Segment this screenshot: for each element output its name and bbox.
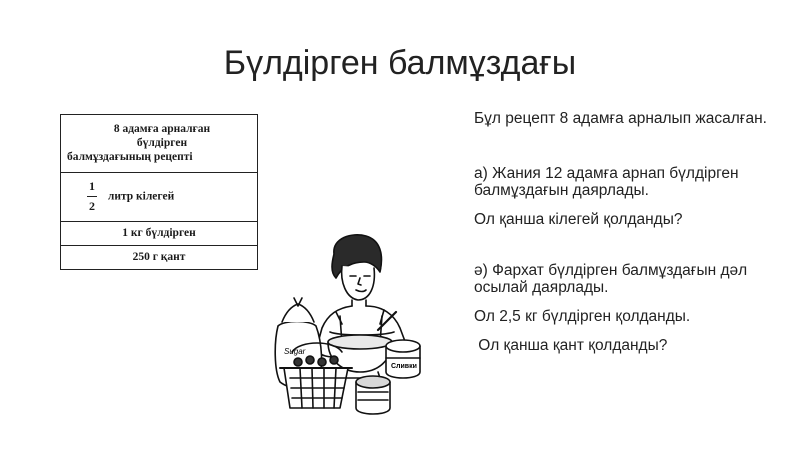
recipe-heading-line2: бүлдірген <box>136 137 188 150</box>
recipe-heading-line3: балмұздағының рецепті <box>67 151 193 164</box>
fraction-bar <box>87 196 97 197</box>
recipe-strawberry-cell: 1 кг бүлдірген <box>61 221 258 245</box>
recipe-table <box>60 114 258 270</box>
recipe-heading-line1: 8 адамға арналған <box>113 123 211 136</box>
fraction-numerator: 1 <box>89 179 95 194</box>
problem-question-a: Ол қанша кілегей қолданды? <box>474 211 683 228</box>
tin-label: Сливки <box>391 363 417 370</box>
cooking-girl-illustration <box>270 232 470 432</box>
problem-part-b-detail: Ол 2,5 кг бүлдірген қолданды. <box>474 308 691 325</box>
fraction-denominator: 2 <box>89 199 95 214</box>
problem-part-a: а) Жания 12 адамға арнап бүлдірген балмұздағын даярлады. <box>474 165 739 199</box>
half-fraction <box>87 179 97 214</box>
problem-part-b: ә) Фархат бүлдірген балмұздағын дәл осылай даярлады. <box>474 262 748 296</box>
problem-text <box>474 110 784 354</box>
problem-question-b: Ол қанша қант қолданды? <box>474 337 668 354</box>
problem-intro: Бұл рецепт 8 адамға арналып жасалған. <box>474 110 767 127</box>
recipe-sugar-cell: 250 г қант <box>61 245 258 269</box>
recipe-heading-cell <box>61 115 258 173</box>
cream-label: литр кілегей <box>107 190 175 203</box>
sack-label: Sugar <box>284 347 306 356</box>
recipe-cream-cell <box>61 172 258 221</box>
slide-title: Бүлдірген балмұздағы <box>223 44 577 82</box>
